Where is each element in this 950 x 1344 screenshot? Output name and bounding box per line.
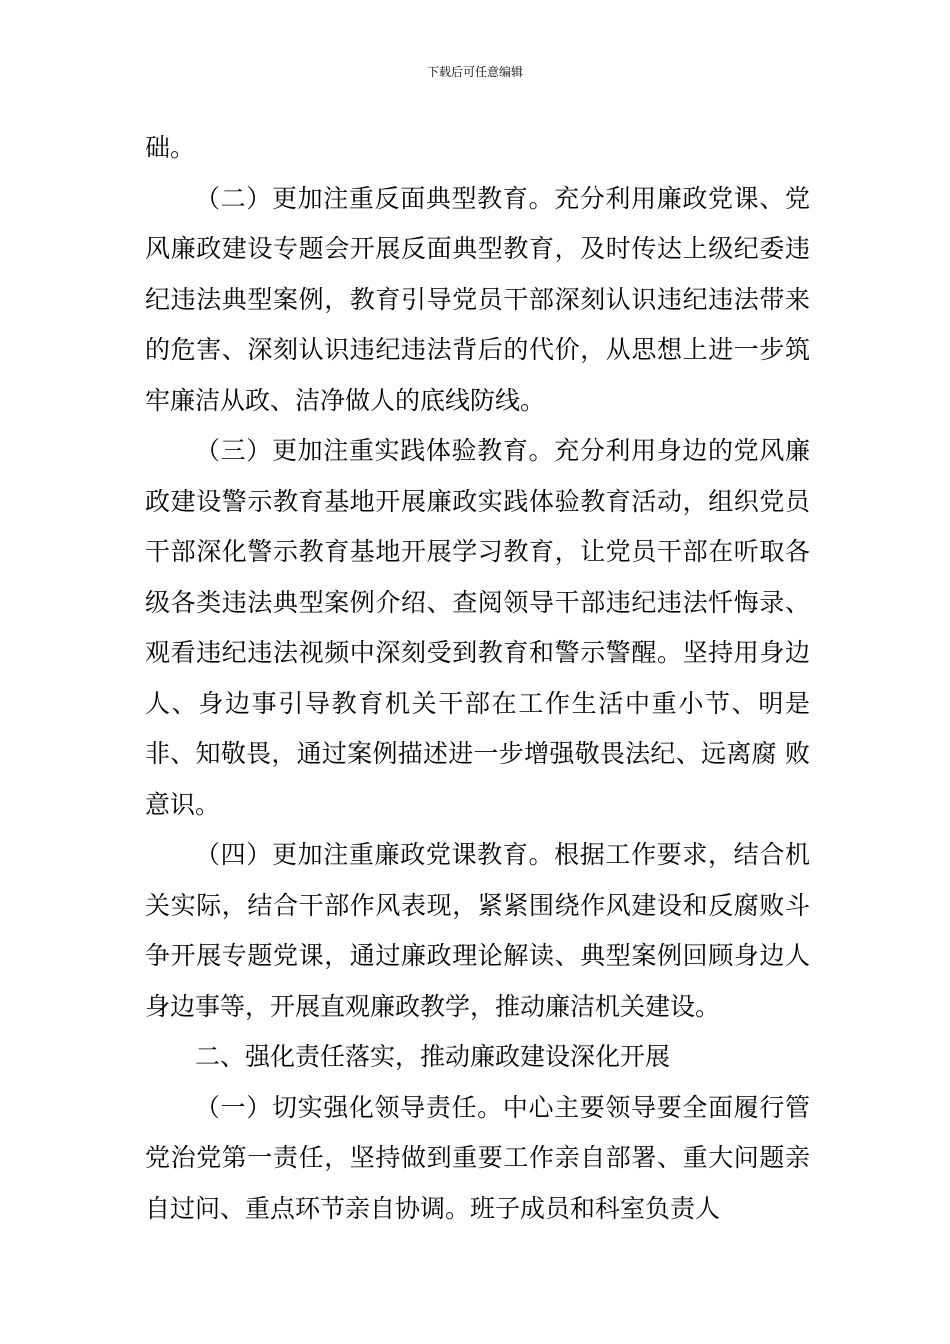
section-heading-2: 二、强化责任落实，推动廉政建设深化开展 (195, 1042, 671, 1071)
paragraph-continuation: 础。 (145, 133, 196, 162)
document-body (145, 123, 810, 1234)
paragraph-subsection-1: （一）切实强化领导责任。中心主要领导要全面履行管党治党第一责任，坚持做到重要工作亲自部署、重大问题亲自过问、重点环节亲自协调。班子成员和科室负责人 (145, 1092, 810, 1223)
header-note: 下载后可任意编辑 (426, 65, 523, 79)
paragraph-section-2: （二）更加注重反面典型教育。充分利用廉政党课、党风廉政建设专题会开展反面典型教育，及时传达上级纪委违纪违法典型案例，教育引导党员干部深刻认识违纪违法带来的危害、深刻认识违纪违法背后的代价，从思想上进一步筑牢廉洁从政、洁净做人的底线防线。 (145, 183, 810, 415)
paragraph-section-3: （三）更加注重实践体验教育。充分利用身边的党风廉政建设警示教育基地开展廉政实践体验教育活动，组织党员干部深化警示教育基地开展学习教育，让党员干部在听取各级各类违法典型案例介绍、查阅领导干部违纪违法忏悔录、观看违纪违法视频中深刻受到教育和警示警醒。坚持用身边人、身边事引导教育机关干部在工作生活中重小节、明是非、知敬畏，通过案例描述进一步增强敬畏法纪、远离腐 败意识。 (145, 436, 810, 819)
paragraph-section-4: （四）更加注重廉政党课教育。根据工作要求，结合机关实际，结合干部作风表现，紧紧围绕作风建设和反腐败斗争开展专题党课，通过廉政理论解读、典型案例回顾身边人身边事等，开展直观廉政教学，推动廉洁机关建设。 (145, 840, 810, 1021)
